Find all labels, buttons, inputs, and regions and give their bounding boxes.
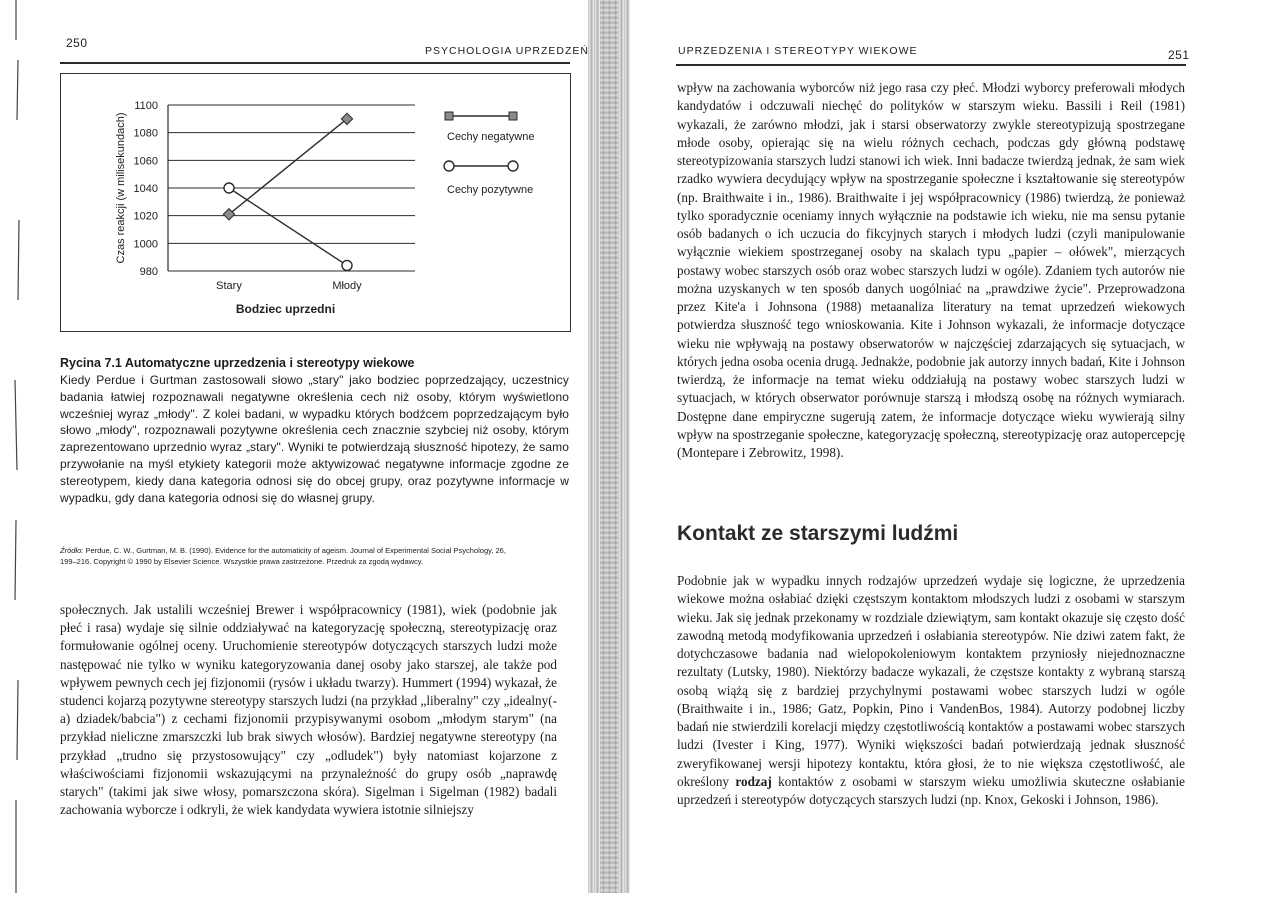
paragraph-2-text-end: kontaktów z osobami w starszym wieku umożliwia skuteczne osłabianie uprzedzeń i stereotypów dotyczących starszych ludzi (np. Knox, Gekoski i Johnson, 1986).: [677, 773, 1185, 807]
legend-marker-negative: [445, 112, 453, 120]
header-rule-left: [60, 62, 570, 64]
legend-marker-positive: [444, 161, 454, 171]
source-line-1: Perdue, C. W., Gurtman, M. B. (1990). Evidence for the automaticity of ageism. Journal of Experimental Social Psychology, 26,: [85, 546, 506, 555]
right-paragraph-2: [677, 572, 1185, 809]
running-head-left: PSYCHOLOGIA UPRZEDZEŃ: [425, 45, 589, 57]
right-paragraph-1: wpływ na zachowania wyborców niż jego rasa czy płeć. Młodzi wyborcy preferowali młodych kandydatów i odczuwali niechęć do polityków w starszym wieku. Bassili i Reil (1981) wykazali, że zarówno młodzi, jak i starsi obserwatorzy zwykle stereotypizują spostrzegane młode osoby, opierając się na wielu różnych cechach, podczas gdy główną podstawę stereotypizowania starszych ludzi stanowi ich wiek. Inni badacze twierdzą jednak, że sam wiek rzadko wywiera decydujący wpływ na spostrzeganie społeczne i kształtowanie się stereotypów (np. Braithwaite i in., 1986). Braithwaite i jej współpracownicy (1986) twierdzą, że ponieważ tylko sporadycznie oceniamy innych wyłącznie na podstawie ich wieku, nie ma sensu pytanie osób badanych o ich uczucia do fikcyjnych starych i młodych ludzi (czyli manipulowanie wyłącznie wiekiem spostrzeganej osoby na skalach typu „papier – ołówek", mierzących postawy wobec starszych osób oraz wobec starszych ludzi w ogóle). Zdaniem tych autorów nie można uzyskanych w ten sposób danych uogólniać na „prawdziwe życie". Przeprowadzona przez Kite'a i Johnsona (1988) metaanaliza literatury na temat uprzedzeń wiekowych potwierdza słuszność tego wnioskowania. Kite i Johnson wykazali, że informacje dotyczące wieku nie wpływają na postawy obserwatorów w najczęściej zdarzających się sytuacjach, w których jedna osoba ocenia drugą. Jednakże, podobnie jak autorzy innych badań, Kite i Johnson twierdzą, że informacje na temat wieku oddziałują na postawy wobec starszych ludzi w sytuacjach, w których obserwator porównuje starszą i młodszą osobę na różnych wymiarach. Dostępne dane empiryczne sugerują zatem, że informacje dotyczące wieku wywierają silny wpływ na spostrzeganie społeczne, kategoryzację społeczną, stereotypizację oraz autopercepcję (Montepare i Zebrowitz, 1998).: [677, 80, 1185, 460]
caption-title: Rycina 7.1 Automatyczne uprzedzenia i stereotypy wiekowe: [60, 356, 415, 370]
y-tick-label: 1080: [133, 127, 158, 140]
page-number-right: 251: [1168, 48, 1190, 62]
running-head-right: UPRZEDZENIA I STEREOTYPY WIEKOWE: [678, 45, 918, 57]
line-chart: [61, 74, 567, 328]
y-axis-label: Czas reakcji (w milisekundach): [115, 112, 127, 264]
paragraph-2-text-start: Podobnie jak w wypadku innych rodzajów uprzedzeń wydaje się logiczne, że uprzedzenia wiekowe można osłabiać dzięki częstszym kontaktom młodszych ludzi z osobami w starszym wieku. Jak się jednak przekonamy w rozdziale dziewiątym, sam kontakt okazuje się często dość zawodną metodą modyfikowania uprzedzeń i osłabiania stereotypów. Nie dziwi zatem fakt, że dotychczasowe badania nad wielopokoleniowym kontaktem przyniosły niejednoznaczne rezultaty (Lutsky, 1980). Niektórzy badacze wykazali, że częstsze kontakty z wybraną starszą osobą wiążą się z bardziej przychylnymi postawami wobec starszych ludzi w ogóle (Braithwaite i in., 1986; Gatz, Popkin, Pino i VandenBos, 1984). Autorzy podobnej liczby badań nie stwierdzili korelacji między częstotliwością kontaktów a postawami wobec starszych ludzi (Ivester i King, 1977). Wyniki większości badań potwierdzają jednak słuszność zweryfikowanej wersji hipotezy kontaktu, która głosi, że to nie większa częstotliwość, ale określony: [677, 573, 1185, 789]
legend-marker-negative: [509, 112, 517, 120]
section-heading: Kontakt ze starszymi ludźmi: [677, 522, 959, 545]
y-tick-label: 980: [139, 266, 158, 278]
header-rule-right: [676, 64, 1186, 66]
caption-text: Kiedy Perdue i Gurtman zastosowali słowo „stary" jako bodziec poprzedzający, uczestnicy badania łatwiej rozpoznawali negatywne określenia cech niż osoby, którym wyświetlono wcześniej wyraz „młody". Z kolei badani, w wypadku których bodźcem poprzedzającym było słowo „młody", rozpoznawali pozytywne określenia cech znacznie szybciej niż osoby, którym zaprezentowano uprzednio wyraz „stary". Wyniki te potwierdzają słuszność hipotezy, że samo przywołanie na myśl etykiety kategorii może aktywizować negatywne informacje zgodne ze stereotypem, kiedy dana kategoria odnosi się do obcej grupy, oraz pozytywne informacje w wypadku, gdy dana kategoria odnosi się do własnej grupy.: [60, 373, 569, 505]
figure-source: [60, 545, 575, 567]
figure-caption: [60, 356, 569, 506]
book-gutter-shadow: [600, 0, 618, 893]
data-point-positive: [342, 260, 352, 270]
legend-marker-positive: [508, 161, 518, 171]
y-tick-label: 1100: [134, 100, 158, 112]
paragraph-2-bold-word: rodzaj: [735, 773, 772, 789]
y-tick-label: 1040: [133, 183, 158, 195]
y-tick-label: 1060: [133, 155, 158, 168]
x-axis-label: Bodziec uprzedni: [235, 302, 336, 316]
legend-label-positive: Cechy pozytywne: [447, 184, 534, 196]
x-tick-label: Młody: [332, 280, 362, 292]
legend-label-negative: Cechy negatywne: [447, 131, 535, 143]
data-point-positive: [224, 183, 234, 193]
y-tick-label: 1020: [133, 210, 158, 223]
left-body-text: społecznych. Jak ustalili wcześniej Brewer i współpracownicy (1981), wiek (podobnie jak płeć i rasa) wydaje się silnie oddziaływać na kategoryzację społeczną, stereotypizację oraz formułowanie ogólnej oceny. Uruchomienie stereotypów dotyczących starszych ludzi może następować nie tylko w wyniku kategoryzowania danej osoby jako starszej, ale także pod wpływem pewnych cech jej fizjonomii (rysów i układu twarzy). Hummert (1994) wykazał, że studenci kojarzą pozytywne stereotypy starszych ludzi (na przykład „liberalny" czy „idealny(-a) dziadek/babcia") z cechami fizjonomii przypisywanymi osobom „młodym starym" (na przykład nieliczne zmarszczki lub brak siwych włosów). Bardziej negatywne stereotypy (na przykład „trudno się przystosowujący" czy „odludek") były natomiast kojarzone z właściwościami fizjonomii wskazującymi na przynależność do grupy osób „naprawdę starych" (takimi jak siwe włosy, pomarszczona skóra). Sigelman i Sigelman (1982) badali zachowania wyborcze i odkryli, że wiek kandydata wywiera istotnie silniejszy: [60, 602, 557, 818]
y-tick-label: 1000: [133, 238, 158, 251]
scan-left-edge: [0, 0, 30, 893]
source-line-2: 199–216. Copyright © 1990 by Elsevier Science. Wszystkie prawa zastrzeżone. Przedruk za zgodą wydawcy.: [60, 557, 424, 566]
source-label: Źródło:: [60, 546, 84, 555]
x-tick-label: Stary: [216, 280, 242, 292]
series-line-positive: [229, 188, 347, 265]
figure-box: [60, 73, 571, 332]
page-number-left: 250: [66, 36, 88, 50]
